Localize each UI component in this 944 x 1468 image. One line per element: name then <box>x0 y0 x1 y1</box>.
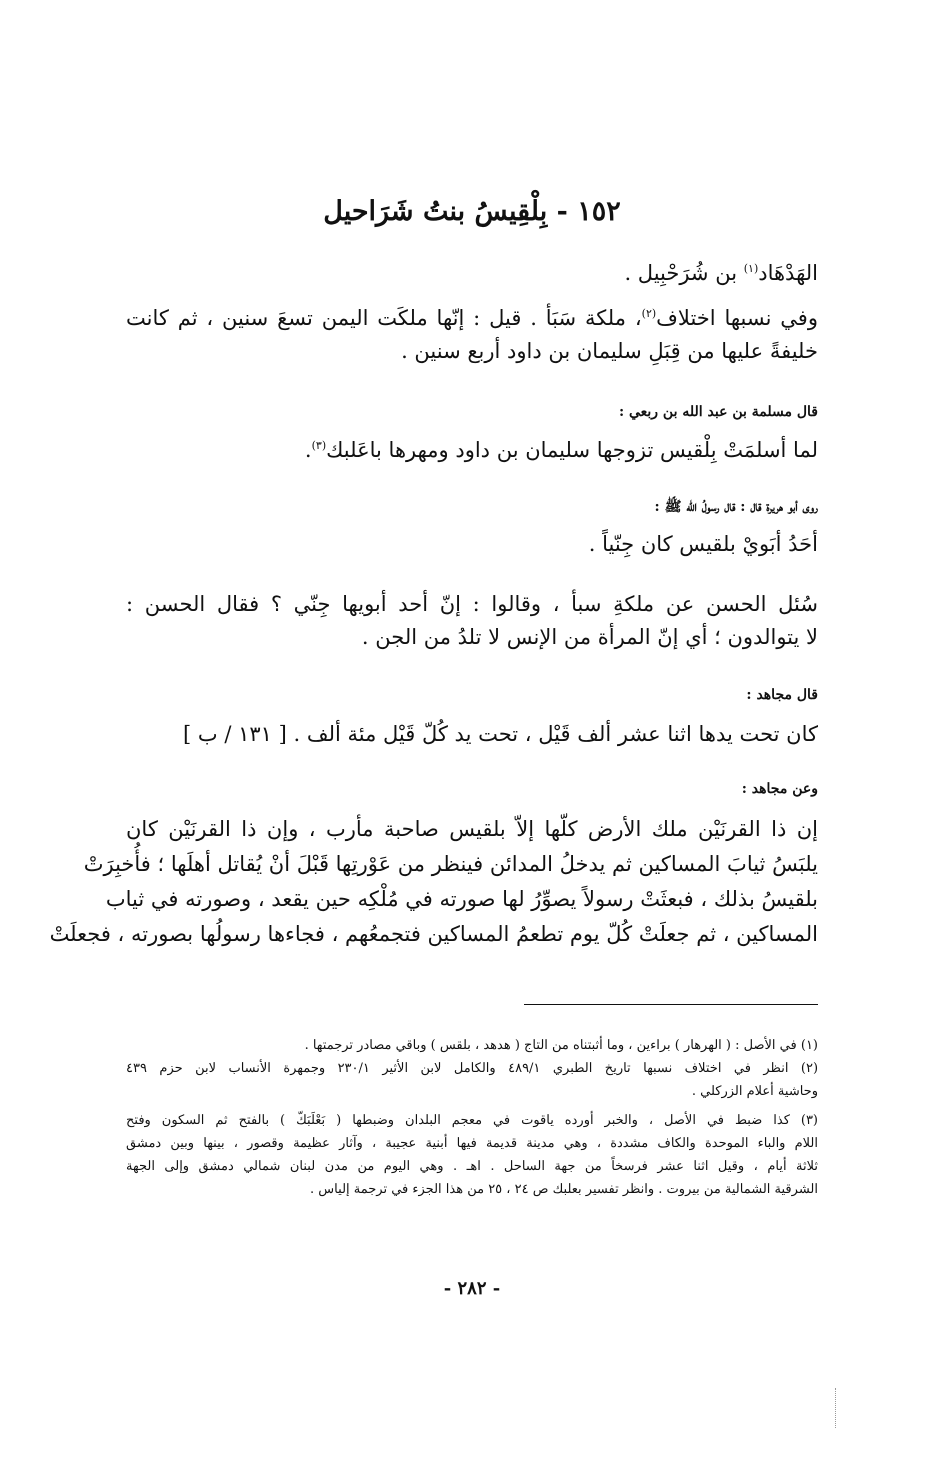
scan-margin-mark <box>835 1388 836 1428</box>
hasan-paragraph <box>126 588 818 654</box>
hasan-line-2: لا يتوالدون ؛ أي إنّ المرأة من الإنس لا تلدُ من الجن . <box>361 625 818 649</box>
intro-paragraph <box>126 257 818 290</box>
footnote-3-line-1: (٣) كذا ضبط في الأصل ، والخبر أورده ياقوت في معجم البلدان وضبطها ( بَعْلَبَكّ ) بالفتح ثم السكون وفتح <box>126 1113 818 1128</box>
footnotes <box>126 1034 818 1201</box>
lineage-paragraph <box>126 302 818 368</box>
quote-abu-hurayra: أحَدُ أبَويْ بلقيس كان جِنّياً . <box>588 532 818 556</box>
footnote-ref-2[interactable]: (٢) <box>641 307 657 320</box>
footnote-3-line-2: اللام والباء الموحدة والكاف مشددة ، وهي مدينة قديمة فيها أبنية عجيبة ، وآثار عظيمة وقصور ، بينها وبين دمشق <box>126 1136 818 1151</box>
quote-maslama-line <box>126 434 818 467</box>
footnote-ref-3[interactable]: (٣) <box>311 439 327 452</box>
dhul-qarnayn-line-2: يلبَسُ ثيابَ المساكين ثم يدخلُ المدائن فينظر من عَوْرتِها قَبْلَ أنْ يُقاتل أهلَها ؛ فأُخبِرَتْ <box>83 852 818 876</box>
dhul-qarnayn-line-1: إن ذا القرنَيْن ملك الأرض كلّها إلاّ بلقيس صاحبة مأرب ، وإن ذا القرنَيْن كان <box>126 817 818 841</box>
footnote-3-line-4: الشرقية الشمالية من بيروت . وانظر تفسير بعلبك ص ٢٤ ، ٢٥ من هذا الجزء في ترجمة إلياس . <box>310 1182 818 1197</box>
footnote-3-line-3: ثلاثة أيام ، وقيل اثنا عشر فرسخاً من جهة الساحل . اهـ . وهي اليوم من مدن لبنان شمالي دمشق وإلى الجهة <box>126 1159 818 1174</box>
intro-line <box>126 257 818 290</box>
footnote-separator <box>524 1004 818 1005</box>
entry-heading: ١٥٢ - بِلْقِيسُ بنتُ شَرَاحيل <box>323 196 621 227</box>
narrator-maslama: قال مسلمة بن عبد الله بن ربعي : <box>618 404 818 420</box>
intro-name-rest: بن شُرَحْبِيل . <box>624 261 744 285</box>
lineage-text-rest: ، ملكة سَبَأ . قيل : إنّها ملكَت اليمن تسعَ سنين ، ثم كانت <box>126 306 642 330</box>
lineage-line-1 <box>126 302 818 335</box>
quote-maslama-text: لما أسلمَتْ بِلْقيس تزوجها سليمان بن داود ومهرها باعَلبك <box>326 438 818 462</box>
narrator-abu-hurayra: روى أبو هريرة قال : قال رسولُ الله ﷺ : <box>654 499 818 515</box>
page-number: - ٢٨٢ - <box>443 1278 501 1299</box>
hasan-line-1: سُئل الحسن عن ملكةِ سبأ ، وقالوا : إنّ أحد أبويها جِنّي ؟ فقال الحسن : <box>126 592 818 616</box>
lineage-line-2: خليفةً عليها من قِبَلِ سليمان بن داود أربع سنين . <box>401 339 818 363</box>
footnote-1: (١) في الأصل : ( الهرهار ) براءين ، وما أثبتناه من التاج ( هدهد ، بلقس ) وباقي مصادر ترجمتها . <box>304 1038 818 1053</box>
dhul-qarnayn-line-4: المساكين ، ثم جعلَتْ كُلّ يوم تطعمُ المساكين فتجمعُهم ، فجاءها رسولُها بصورته ، فجعلَتْ <box>49 922 818 946</box>
quote-maslama <box>126 434 818 467</box>
quote-mujahid: كان تحت يدها اثنا عشر ألف قَيْل ، تحت يد كُلّ قَيْل مئة ألف . [ ١٣١ / ب ] <box>183 722 818 746</box>
footnote-ref-1[interactable]: (١) <box>743 262 759 275</box>
footnote-2-line-2: وحاشية أعلام الزركلي . <box>691 1084 818 1099</box>
dhul-qarnayn-paragraph <box>49 812 818 952</box>
dhul-qarnayn-line-3: بلقيسُ بذلك ، فبعثَتْ رسولاً يصوِّرُ لها صورته في مُلْكِه حين يقعد ، وصورته في ثياب <box>105 887 818 911</box>
footnote-2-line-1: (٢) انظر في اختلاف نسبها تاريخ الطبري ٤٨٩/١ والكامل لابن الأثير ٢٣٠/١ وجمهرة الأنساب لابن حزم ٤٣٩ <box>126 1061 819 1076</box>
intro-name: الهَدْهَاد <box>758 261 818 285</box>
quote-maslama-end: . <box>304 438 312 462</box>
narrator-mujahid: قال مجاهد : <box>746 687 818 703</box>
narrator-mujahid-2: وعن مجاهد : <box>741 781 818 797</box>
lineage-text-start: وفي نسبها اختلاف <box>656 306 818 330</box>
